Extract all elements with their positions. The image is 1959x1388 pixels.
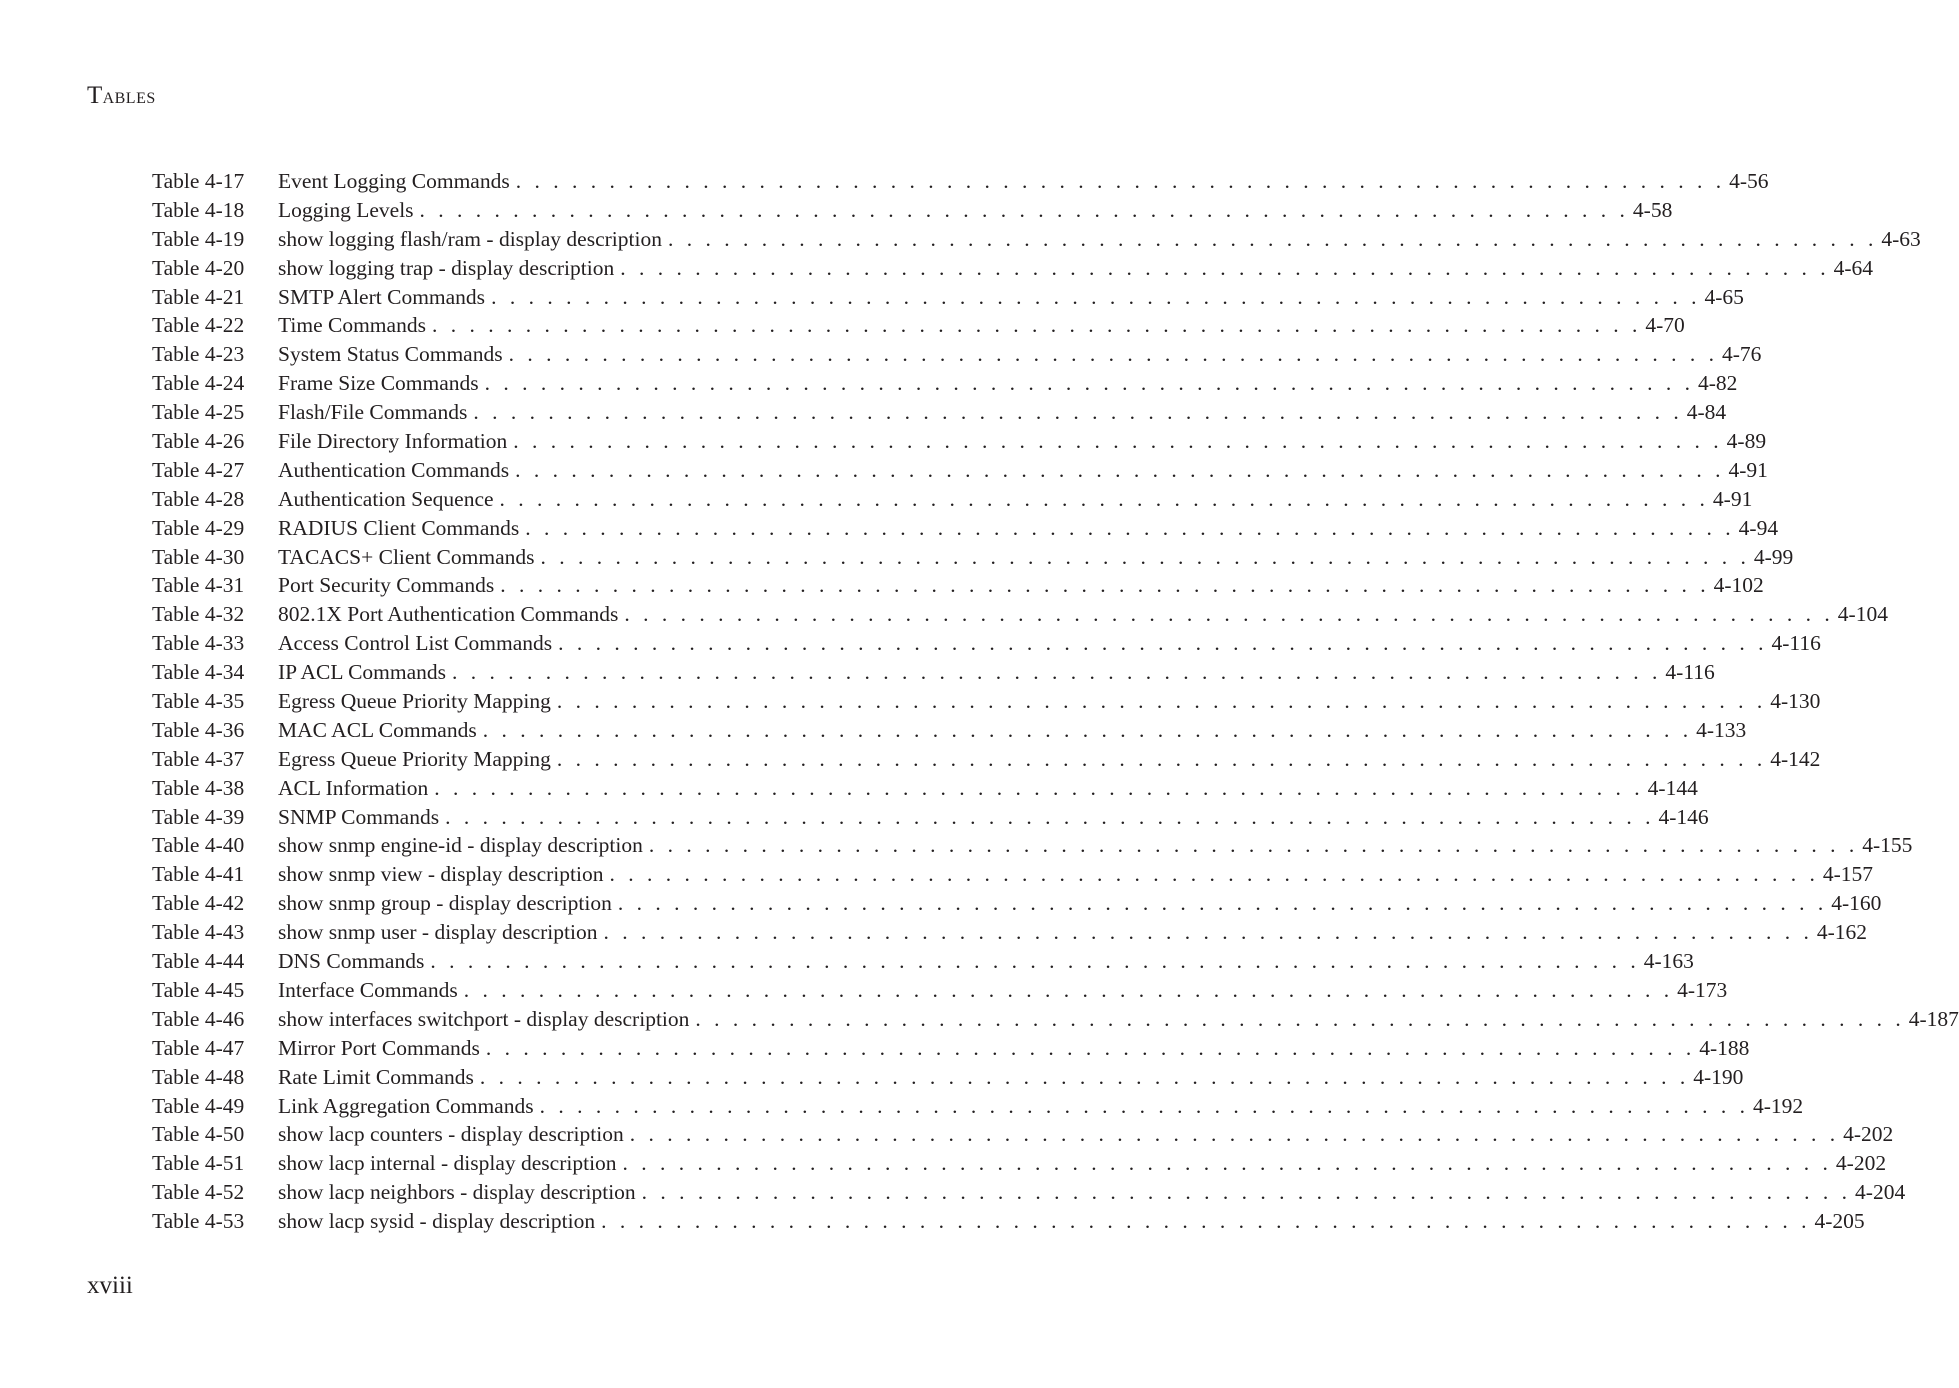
toc-entry-title: show snmp view - display description	[278, 862, 604, 887]
toc-entry[interactable]	[152, 658, 1715, 687]
toc-entry-title: show lacp counters - display description	[278, 1122, 624, 1147]
toc-entry-number: Table 4-29	[152, 515, 245, 540]
toc-entry-title: show snmp user - display description	[278, 920, 598, 945]
toc-entry-title: System Status Commands	[278, 342, 503, 367]
toc-entry-number: Table 4-31	[152, 573, 245, 598]
dot-leader: . . . . . . . . . . . . . . . . . . . . . . . . . . . . . . . . . . . . . . . . . . . . . . . . . . . . . . . . . . . . . . . . .	[620, 255, 1830, 280]
toc-entry-page: 4-70	[1645, 313, 1685, 338]
toc-entry-title: Time Commands	[278, 313, 426, 338]
toc-entry[interactable]	[152, 254, 1873, 283]
toc-entry-title: show snmp group - display description	[278, 891, 612, 916]
dot-leader: . . . . . . . . . . . . . . . . . . . . . . . . . . . . . . . . . . . . . . . . . . . . . . . . . . . . . . . . . . . . . . . . .	[452, 660, 1662, 685]
toc-entry-number: Table 4-41	[152, 862, 245, 887]
dot-leader: . . . . . . . . . . . . . . . . . . . . . . . . . . . . . . . . . . . . . . . . . . . . . . . . . . . . . . . . . . . . . . . . .	[540, 544, 1750, 569]
toc-entry-number: Table 4-42	[152, 891, 245, 916]
toc-entry-title: show lacp internal - display description	[278, 1151, 617, 1176]
toc-entry-number: Table 4-52	[152, 1180, 245, 1205]
toc-entry-number: Table 4-47	[152, 1035, 245, 1060]
toc-entry-page: 4-202	[1835, 1151, 1887, 1176]
toc-entry-title: Event Logging Commands	[278, 169, 510, 193]
toc-entry[interactable]	[152, 485, 1753, 514]
toc-entry-number: Table 4-43	[152, 920, 245, 945]
toc-entry-number: Table 4-40	[152, 833, 245, 858]
toc-entry-title: Authentication Sequence	[278, 486, 494, 511]
toc-entry-number: Table 4-22	[152, 313, 245, 338]
toc-entry-page: 4-82	[1698, 371, 1738, 396]
toc-entry-page: 4-146	[1658, 804, 1709, 829]
toc-entry-number: Table 4-35	[152, 689, 245, 714]
dot-leader: . . . . . . . . . . . . . . . . . . . . . . . . . . . . . . . . . . . . . . . . . . . . . . . . . . . . . . . . . . . . . . . . .	[558, 631, 1768, 656]
toc-entry-page: 4-56	[1729, 169, 1769, 193]
toc-entry-number: Table 4-30	[152, 544, 245, 569]
dot-leader: . . . . . . . . . . . . . . . . . . . . . . . . . . . . . . . . . . . . . . . . . . . . . . . . . . . . . . . . . . . . . . . . .	[473, 400, 1683, 425]
toc-entry-page: 4-190	[1693, 1064, 1744, 1089]
page-number: xviii	[87, 1272, 133, 1299]
toc-entry-page: 4-133	[1696, 717, 1747, 742]
toc-entry-page: 4-84	[1686, 400, 1727, 425]
toc-entry-page: 4-205	[1814, 1209, 1865, 1234]
toc-entry-page: 4-188	[1699, 1035, 1750, 1060]
dot-leader: . . . . . . . . . . . . . . . . . . . . . . . . . . . . . . . . . . . . . . . . . . . . . . . . . . . . . . . . . . . . . . . . .	[463, 977, 1674, 1002]
toc-entry-page: 4-76	[1721, 342, 1762, 367]
toc-entry-title: Flash/File Commands	[278, 400, 468, 425]
dot-leader: . . . . . . . . . . . . . . . . . . . . . . . . . . . . . . . . . . . . . . . . . . . . . . . . . . . . . . . . . . . . . . . . .	[629, 1122, 1840, 1147]
dot-leader: . . . . . . . . . . . . . . . . . . . . . . . . . . . . . . . . . . . . . . . . . . . . . . . . . . . . . . . . . . . . . . . . .	[479, 1064, 1690, 1089]
toc-entry-number: Table 4-28	[152, 486, 245, 511]
toc-entry-title: Logging Levels	[278, 197, 414, 222]
toc-entry-page: 4-99	[1753, 544, 1794, 569]
toc-entry-title: 802.1X Port Authentication Commands	[278, 602, 619, 627]
toc-entry[interactable]	[152, 1120, 1894, 1149]
dot-leader: . . . . . . . . . . . . . . . . . . . . . . . . . . . . . . . . . . . . . . . . . . . . . . . . . . . . . . . . . . . . . . . . .	[499, 486, 1709, 511]
toc-entry-page: 4-94	[1738, 515, 1779, 540]
toc-entry-page: 4-202	[1843, 1122, 1894, 1147]
toc-entry-number: Table 4-44	[152, 949, 245, 974]
toc-entry-page: 4-163	[1643, 949, 1694, 974]
toc-entry-number: Table 4-18	[152, 197, 245, 222]
toc-entry[interactable]	[152, 427, 1767, 456]
toc-entry[interactable]	[152, 283, 1744, 312]
toc-entry-title: show interfaces switchport - display description	[278, 1006, 690, 1031]
table-of-contents	[152, 167, 1959, 1236]
toc-entry-page: 4-64	[1833, 255, 1873, 280]
toc-entry[interactable]	[152, 774, 1698, 803]
toc-entry-title: ACL Information	[278, 775, 429, 800]
dot-leader: . . . . . . . . . . . . . . . . . . . . . . . . . . . . . . . . . . . . . . . . . . . . . . . . . . . . . . . . . . . . . . . . .	[491, 284, 1701, 309]
toc-entry-page: 4-187	[1908, 1006, 1959, 1031]
toc-entry[interactable]	[152, 831, 1913, 860]
toc-entry-number: Table 4-53	[152, 1209, 245, 1234]
toc-entry-number: Table 4-32	[152, 602, 245, 627]
toc-entry-page: 4-58	[1632, 197, 1673, 222]
toc-entry[interactable]	[152, 1063, 1744, 1092]
toc-entry[interactable]	[152, 398, 1727, 427]
toc-entry-number: Table 4-17	[152, 169, 245, 193]
toc-entry-title: Egress Queue Priority Mapping	[278, 746, 551, 771]
toc-entry-number: Table 4-36	[152, 717, 245, 742]
toc-entry[interactable]	[152, 311, 1685, 340]
dot-leader: . . . . . . . . . . . . . . . . . . . . . . . . . . . . . . . . . . . . . . . . . . . . . . . . . . . . . . . . . . . . . . . . .	[484, 371, 1695, 396]
toc-entry-title: show snmp engine-id - display description	[278, 833, 643, 858]
dot-leader: . . . . . . . . . . . . . . . . . . . . . . . . . . . . . . . . . . . . . . . . . . . . . . . . . . . . . . . . . . . . . . . . .	[431, 313, 1642, 338]
dot-leader: . . . . . . . . . . . . . . . . . . . . . . . . . . . . . . . . . . . . . . . . . . . . . . . . . . . . . . . . . . . . . . . . .	[601, 1209, 1811, 1234]
toc-entry-title: SMTP Alert Commands	[278, 284, 486, 309]
dot-leader: . . . . . . . . . . . . . . . . . . . . . . . . . . . . . . . . . . . . . . . . . . . . . . . . . . . . . . . . . . . . . . . . .	[622, 1151, 1832, 1176]
toc-entry-number: Table 4-50	[152, 1122, 245, 1147]
dot-leader: . . . . . . . . . . . . . . . . . . . . . . . . . . . . . . . . . . . . . . . . . . . . . . . . . . . . . . . . . . . . . . . . .	[500, 573, 1710, 598]
toc-entry[interactable]	[152, 745, 1821, 774]
toc-entry-page: 4-104	[1837, 602, 1888, 627]
toc-entry-title: Port Security Commands	[278, 573, 495, 598]
toc-entry-number: Table 4-48	[152, 1064, 245, 1089]
toc-entry[interactable]	[152, 918, 1868, 947]
toc-entry-number: Table 4-45	[152, 977, 245, 1002]
toc-entry[interactable]	[152, 716, 1747, 745]
dot-leader: . . . . . . . . . . . . . . . . . . . . . . . . . . . . . . . . . . . . . . . . . . . . . . . . . . . . . . . . . . . . . . . . .	[482, 717, 1693, 742]
toc-entry-title: show logging flash/ram - display description	[278, 226, 662, 251]
toc-entry[interactable]	[152, 1034, 1750, 1063]
toc-entry-title: RADIUS Client Commands	[278, 515, 520, 540]
toc-entry-number: Table 4-19	[152, 226, 245, 251]
toc-entry-number: Table 4-21	[152, 284, 245, 309]
toc-entry-number: Table 4-39	[152, 804, 245, 829]
toc-entry-title: Authentication Commands	[278, 457, 510, 482]
dot-leader: . . . . . . . . . . . . . . . . . . . . . . . . . . . . . . . . . . . . . . . . . . . . . . . . . . . . . . . . . . . . . . . . .	[556, 689, 1767, 714]
toc-entry-number: Table 4-23	[152, 342, 245, 367]
toc-entry[interactable]	[152, 889, 1882, 918]
toc-entry[interactable]	[152, 1207, 1865, 1236]
toc-entry-title: Egress Queue Priority Mapping	[278, 689, 551, 714]
toc-entry-title: Mirror Port Commands	[278, 1035, 480, 1060]
toc-entry-number: Table 4-27	[152, 457, 245, 482]
toc-entry-page: 4-144	[1647, 775, 1698, 800]
toc-entry[interactable]	[152, 196, 1673, 225]
running-head-initial: T	[87, 82, 103, 109]
dot-leader: . . . . . . . . . . . . . . . . . . . . . . . . . . . . . . . . . . . . . . . . . . . . . . . . . . . . . . . . . . . . . . . . .	[648, 833, 1859, 858]
toc-entry[interactable]	[152, 514, 1779, 543]
toc-entry-page: 4-91	[1728, 457, 1768, 482]
toc-entry[interactable]	[152, 571, 1764, 600]
toc-entry-title: IP ACL Commands	[278, 660, 447, 685]
dot-leader: . . . . . . . . . . . . . . . . . . . . . . . . . . . . . . . . . . . . . . . . . . . . . . . . . . . . . . . . . . . . . . . . .	[641, 1180, 1852, 1205]
toc-entry[interactable]	[152, 543, 1794, 572]
toc-entry[interactable]	[152, 1178, 1906, 1207]
toc-entry-title: Interface Commands	[278, 977, 458, 1002]
dot-leader: . . . . . . . . . . . . . . . . . . . . . . . . . . . . . . . . . . . . . . . . . . . . . . . . . . . . . . . . . . . . . . . . .	[603, 920, 1813, 945]
running-head	[87, 82, 156, 110]
toc-entry[interactable]	[152, 803, 1709, 832]
toc-entry[interactable]	[152, 167, 1769, 196]
dot-leader: . . . . . . . . . . . . . . . . . . . . . . . . . . . . . . . . . . . . . . . . . . . . . . . . . . . . . . . . . . . . . . . . .	[515, 169, 1726, 193]
dot-leader: . . . . . . . . . . . . . . . . . . . . . . . . . . . . . . . . . . . . . . . . . . . . . . . . . . . . . . . . . . . . . . . . .	[515, 457, 1725, 482]
toc-entry[interactable]	[152, 369, 1738, 398]
toc-entry-title: File Directory Information	[278, 429, 508, 454]
toc-entry[interactable]	[152, 629, 1821, 658]
dot-leader: . . . . . . . . . . . . . . . . . . . . . . . . . . . . . . . . . . . . . . . . . . . . . . . . . . . . . . . . . . . . . . . . .	[667, 226, 1878, 251]
toc-entry-page: 4-160	[1831, 891, 1882, 916]
toc-entry[interactable]	[152, 1005, 1959, 1034]
toc-entry[interactable]	[152, 687, 1821, 716]
toc-entry-page: 4-130	[1770, 689, 1821, 714]
toc-entry-title: SNMP Commands	[278, 804, 440, 829]
toc-entry-page: 4-91	[1712, 486, 1753, 511]
toc-entry-number: Table 4-26	[152, 429, 245, 454]
toc-entry-number: Table 4-38	[152, 775, 245, 800]
toc-entry-page: 4-192	[1752, 1093, 1804, 1118]
toc-entry[interactable]	[152, 947, 1694, 976]
toc-entry[interactable]	[152, 860, 1873, 889]
dot-leader: . . . . . . . . . . . . . . . . . . . . . . . . . . . . . . . . . . . . . . . . . . . . . . . . . . . . . . . . . . . . . . . . .	[539, 1093, 1749, 1118]
toc-entry-number: Table 4-37	[152, 746, 245, 771]
toc-entry-title: Frame Size Commands	[278, 371, 479, 396]
toc-entry-title: MAC ACL Commands	[278, 717, 477, 742]
toc-entry[interactable]	[152, 1092, 1804, 1121]
dot-leader: . . . . . . . . . . . . . . . . . . . . . . . . . . . . . . . . . . . . . . . . . . . . . . . . . . . . . . . . . . . . . . . . .	[624, 602, 1834, 627]
toc-entry-page: 4-142	[1770, 746, 1821, 771]
dot-leader: . . . . . . . . . . . . . . . . . . . . . . . . . . . . . . . . . . . . . . . . . . . . . . . . . . . . . . . . . . . . . . . . .	[617, 891, 1828, 916]
toc-entry-title: Access Control List Commands	[278, 631, 553, 656]
toc-entry-number: Table 4-51	[152, 1151, 245, 1176]
toc-entry-page: 4-116	[1665, 660, 1715, 685]
toc-entry-page: 4-157	[1822, 862, 1873, 887]
dot-leader: . . . . . . . . . . . . . . . . . . . . . . . . . . . . . . . . . . . . . . . . . . . . . . . . . . . . . . . . . . . . . . . . .	[430, 949, 1640, 974]
toc-entry-title: show logging trap - display description	[278, 255, 615, 280]
dot-leader: . . . . . . . . . . . . . . . . . . . . . . . . . . . . . . . . . . . . . . . . . . . . . . . . . . . . . . . . . . . . . . . . .	[445, 804, 1655, 829]
dot-leader: . . . . . . . . . . . . . . . . . . . . . . . . . . . . . . . . . . . . . . . . . . . . . . . . . . . . . . . . . . . . . . . . .	[609, 862, 1819, 887]
toc-entry-page: 4-162	[1816, 920, 1868, 945]
dot-leader: . . . . . . . . . . . . . . . . . . . . . . . . . . . . . . . . . . . . . . . . . . . . . . . . . . . . . . . . . . . . . . . . .	[525, 515, 1735, 540]
toc-entry[interactable]	[152, 976, 1728, 1005]
toc-entry-page: 4-116	[1771, 631, 1821, 656]
running-head-rest: ABLES	[102, 90, 156, 107]
toc-entry-page: 4-65	[1704, 284, 1744, 309]
dot-leader: . . . . . . . . . . . . . . . . . . . . . . . . . . . . . . . . . . . . . . . . . . . . . . . . . . . . . . . . . . . . . . . . .	[513, 429, 1723, 454]
toc-entry-title: show lacp neighbors - display description	[278, 1180, 636, 1205]
toc-entry-title: TACACS+ Client Commands	[278, 544, 535, 569]
toc-entry[interactable]	[152, 600, 1888, 629]
toc-entry-page: 4-89	[1726, 429, 1767, 454]
toc-entry[interactable]	[152, 456, 1768, 485]
toc-entry-page: 4-204	[1855, 1180, 1906, 1205]
dot-leader: . . . . . . . . . . . . . . . . . . . . . . . . . . . . . . . . . . . . . . . . . . . . . . . . . . . . . . . . . . . . . . . . .	[695, 1006, 1905, 1031]
toc-entry-number: Table 4-25	[152, 400, 245, 425]
toc-entry-page: 4-63	[1881, 226, 1921, 251]
toc-entry-number: Table 4-33	[152, 631, 245, 656]
toc-entry-title: show lacp sysid - display description	[278, 1209, 596, 1234]
toc-entry[interactable]	[152, 340, 1762, 369]
dot-leader: . . . . . . . . . . . . . . . . . . . . . . . . . . . . . . . . . . . . . . . . . . . . . . . . . . . . . . . . . . . . . . . . .	[556, 746, 1767, 771]
toc-entry-number: Table 4-49	[152, 1093, 245, 1118]
toc-entry-page: 4-102	[1713, 573, 1764, 598]
toc-entry-number: Table 4-20	[152, 255, 245, 280]
toc-entry-page: 4-155	[1862, 833, 1913, 858]
toc-entry-number: Table 4-24	[152, 371, 245, 396]
toc-entry-page: 4-173	[1677, 977, 1728, 1002]
toc-entry-title: DNS Commands	[278, 949, 425, 974]
dot-leader: . . . . . . . . . . . . . . . . . . . . . . . . . . . . . . . . . . . . . . . . . . . . . . . . . . . . . . . . . . . . . . . . .	[434, 775, 1644, 800]
toc-entry-title: Rate Limit Commands	[278, 1064, 474, 1089]
dot-leader: . . . . . . . . . . . . . . . . . . . . . . . . . . . . . . . . . . . . . . . . . . . . . . . . . . . . . . . . . . . . . . . . .	[508, 342, 1718, 367]
dot-leader: . . . . . . . . . . . . . . . . . . . . . . . . . . . . . . . . . . . . . . . . . . . . . . . . . . . . . . . . . . . . . . . . .	[485, 1035, 1696, 1060]
toc-entry-title: Link Aggregation Commands	[278, 1093, 534, 1118]
toc-entry[interactable]	[152, 1149, 1887, 1178]
toc-entry-number: Table 4-46	[152, 1006, 245, 1031]
toc-entry[interactable]	[152, 225, 1921, 254]
toc-entry-number: Table 4-34	[152, 660, 245, 685]
dot-leader: . . . . . . . . . . . . . . . . . . . . . . . . . . . . . . . . . . . . . . . . . . . . . . . . . . . . . . . . . . . . . . . . .	[419, 197, 1629, 222]
